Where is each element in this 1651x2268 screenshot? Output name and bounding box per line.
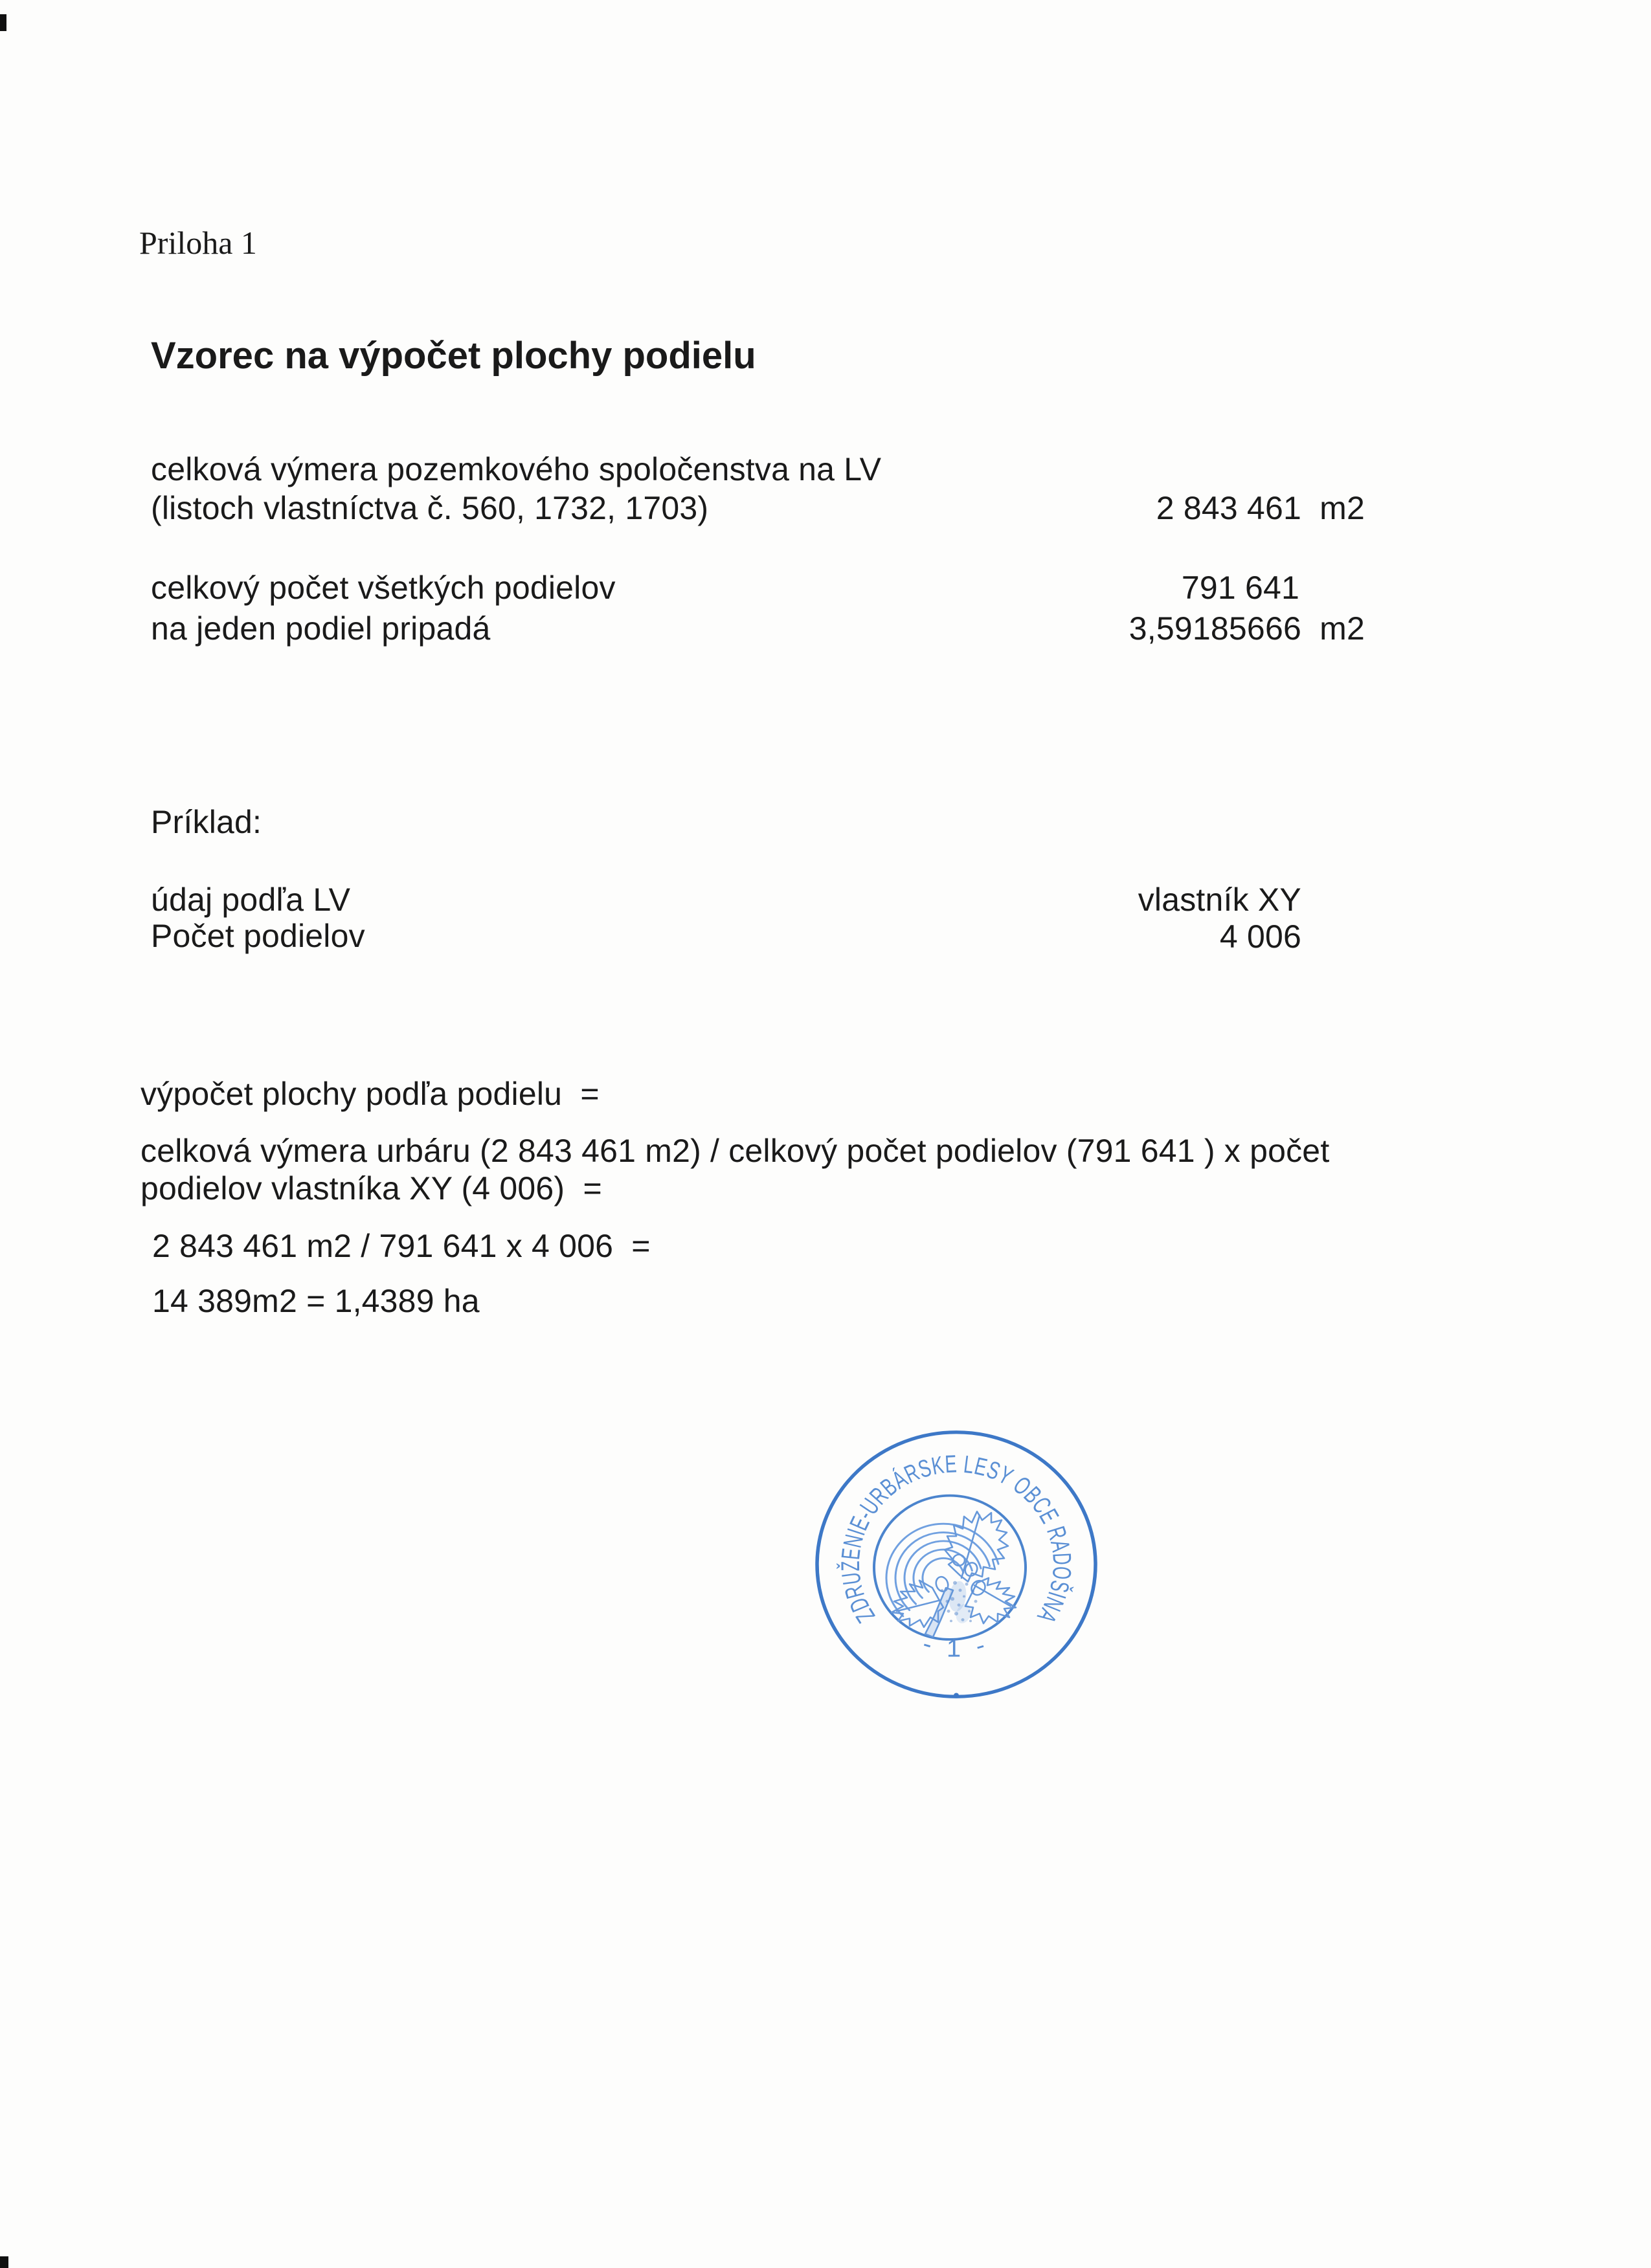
calc-formula-line1: celková výmera urbáru (2 843 461 m2) / celkový počet podielov (791 641 ) x počet [140, 1133, 1330, 1169]
per-share-value: 3,59185666 m2 [1129, 610, 1365, 647]
annex-label: Priloha 1 [139, 225, 257, 261]
stamp-ring-text: ZDRUŽENIE-URBÁRSKE LESY OBCE RADOŠINA [836, 1450, 1077, 1633]
official-stamp [814, 1429, 1099, 1700]
per-share-label: na jeden podiel pripadá [151, 610, 491, 647]
oak-leaf-emblem [886, 1511, 1016, 1637]
page-title: Vzorec na výpočet plochy podielu [151, 335, 756, 377]
stamp-ink-blot [954, 1693, 959, 1698]
example-shares-value: 4 006 [1219, 918, 1301, 955]
calc-substitution: 2 843 461 m2 / 791 641 x 4 006 = [152, 1228, 651, 1264]
total-area-label-line1: celková výmera pozemkového spoločenstva na LV [151, 451, 882, 487]
example-shares-label: Počet podielov [151, 918, 365, 954]
total-area-label-line2: (listoch vlastníctva č. 560, 1732, 1703) [151, 490, 709, 526]
calc-formula-line2: podielov vlastníka XY (4 006) = [140, 1170, 602, 1206]
stamp-number-text: - 1 - [919, 1630, 994, 1663]
total-shares-value: 791 641 [1181, 570, 1299, 606]
scan-artifact-top-left [0, 14, 6, 31]
calc-intro: výpočet plochy podľa podielu = [140, 1076, 600, 1112]
calc-result: 14 389m2 = 1,4389 ha [152, 1283, 480, 1319]
total-area-value: 2 843 461 m2 [1156, 490, 1365, 526]
total-shares-label: celkový počet všetkých podielov [151, 570, 616, 606]
example-lv-value: vlastník XY [1138, 882, 1301, 918]
example-heading: Príklad: [151, 804, 262, 840]
scan-artifact-bottom-left [0, 2256, 8, 2268]
example-lv-label: údaj podľa LV [151, 882, 351, 918]
